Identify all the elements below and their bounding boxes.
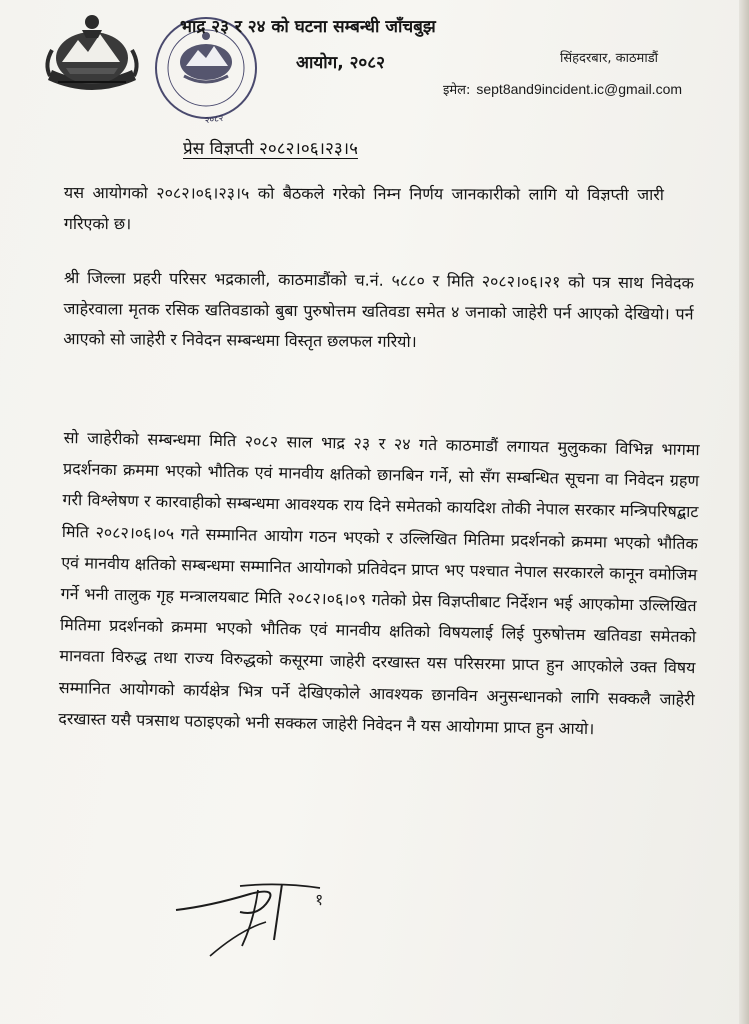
press-release-heading: प्रेस विज्ञप्ती २०८२।०६।२३।५ (183, 139, 358, 159)
handwritten-signature (170, 860, 340, 960)
contact-email (443, 80, 682, 98)
paper-edge-shadow (739, 0, 749, 1024)
page-number: १ (315, 890, 324, 909)
email-label: इमेल: (443, 83, 471, 98)
office-location: सिंहदरबार, काठमाडौं (560, 51, 659, 66)
seal-year: २०८२ (204, 113, 225, 127)
commission-title-line2: आयोग, २०८२ (296, 53, 385, 73)
email-address[interactable]: sept8and9incident.ic@gmail.com (476, 81, 683, 97)
nepal-emblem-icon (38, 10, 146, 102)
paragraph-details: सो जाहेरीको सम्बन्धमा मिति २०८२ साल भाद्र २३ र २४ गते काठमाडौं लगायत मुलुकका विभिन्न भागमा प्रदर्शनका क्रममा भएको भौतिक एवं मानवीय क्षतिको छानबिन गर्ने, सो सँग सम्बन्धित सूचना वा निवेदन ग्रहण गरी विश्लेषण र कारवाहीको सम्बन्धमा आवश्यक राय दिने समेतको कायदिश तोकी नेपाल सरकार मन्त्रिपरिषद्बाट मिति २०८२।०६।०५ गते सम्मानित आयोग गठन भएको र उल्लिखित मितिमा प्रदर्शनको क्रममा भएको भौतिक एवं मानवीय क्षतिको सम्बन्धमा सम्मानित आयोगको प्रतिवेदन प्राप्त भए पश्चात नेपाल सरकारले कानून वमोजिम गर्ने भनी तालुक गृह मन्त्रालयबाट मिति २०८२।०६।०९ गतेको प्रेस विज्ञप्तीबाट निर्देशन भई आएकोमा उल्लिखित मितिमा प्रदर्शनको क्रममा भएको भौतिक एवं मानवीय क्षतिको विषयलाई लिई पुरुषोत्तम खतिवडा समेतको मानवता विरुद्ध तथा राज्य विरुद्धको कसूरमा जाहेरी दरखास्त यस परिसरमा प्राप्त हुन आएकोले उक्त विषय सम्मानित आयोगको कार्यक्षेत्र भित्र पर्ने देखिएकोले आवश्यक छानविन अनुसन्धानको लागि सक्कलै जाहेरी दरखास्त यसै पत्रसाथ पठाइएको भनी सक्कल जाहेरी निवेदन नै यस आयोगमा प्राप्त हुन आयो। (58, 427, 700, 739)
paragraph-complaint: श्री जिल्ला प्रहरी परिसर भद्रकाली, काठमाडौंको च.नं. ५८८० र मिति २०८२।०६।२१ को पत्र साथ निवेदक जाहेरवाला मृतक रसिक खतिवडाको बुबा पुरुषोत्तम खतिवडा समेत ४ जनाको जाहेरी पर्न आएको देखियो। पर्न आएको सो जाहेरी र निवेदन सम्बन्धमा विस्तृत छलफल गरियो। (63, 267, 694, 352)
paragraph-intro: यस आयोगको २०८२।०६।२३।५ को बैठकले गरेको निम्न निर्णय जानकारीको लागि यो विज्ञप्ती जारी गरिएको छ। (63, 182, 664, 233)
commission-title-line1: भाद्र २३ र २४ को घटना सम्बन्धी जाँचबुझ (180, 17, 436, 37)
